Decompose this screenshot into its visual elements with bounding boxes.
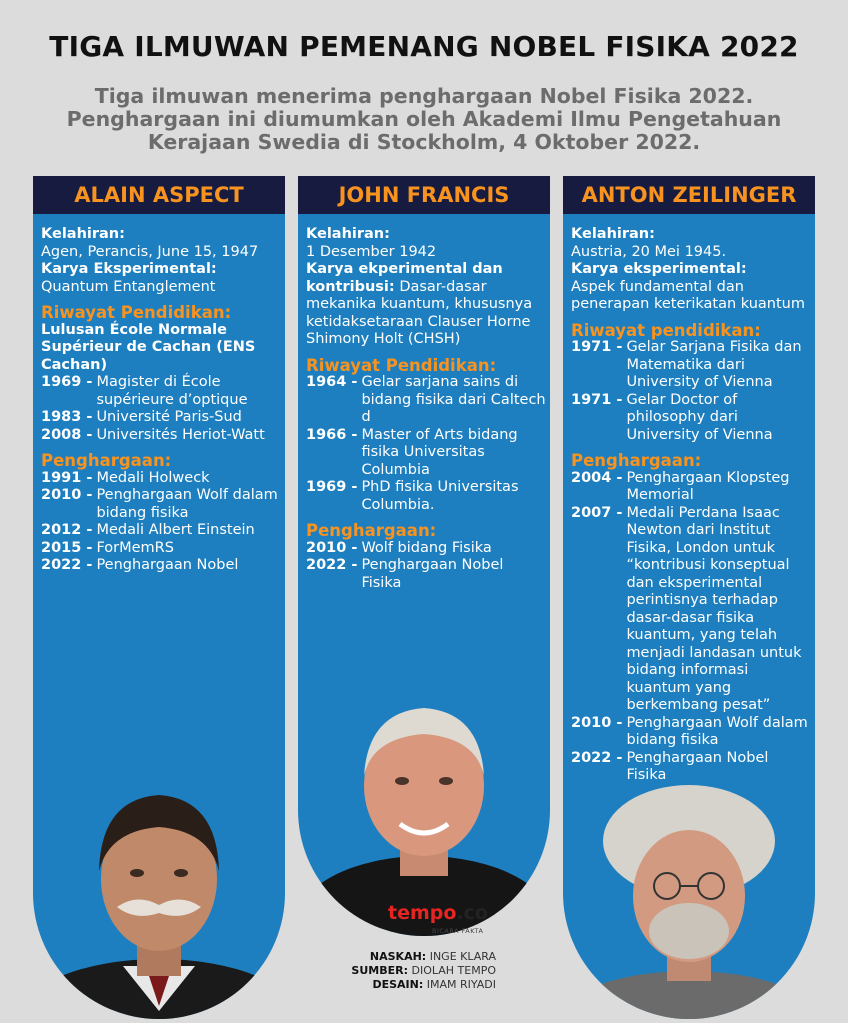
portrait-photo xyxy=(563,781,815,1019)
award-item xyxy=(571,505,811,715)
work-label: Karya ekperimental dan kontribusi: xyxy=(306,261,503,295)
birth-label: Kelahiran: xyxy=(41,226,125,242)
awards-heading: Penghargaan: xyxy=(41,451,172,470)
education-item xyxy=(306,374,546,427)
subtitle-line: Kerajaan Swedia di Stockholm, 4 Oktober 2022. xyxy=(147,130,701,154)
award-item xyxy=(41,540,281,558)
item-text: Universités Heriot-Watt xyxy=(96,426,265,443)
item-text: Magister di École supérieure d’optique xyxy=(96,374,248,408)
work-value: Aspek fundamental dan penerapan keterikatan kuantum xyxy=(571,278,805,312)
credit-line xyxy=(300,964,496,978)
education-item xyxy=(306,427,546,480)
year: 2015 - xyxy=(41,539,93,556)
education-item xyxy=(571,339,811,392)
education-heading: Riwayat pendidikan: xyxy=(571,320,761,340)
work-value: Dasar-dasar mekanika kuantum, khususnya ketidaksetaraan Clauser Horne Shimony Holt (CHSH) xyxy=(306,278,533,347)
credit-value: INGE KLARA xyxy=(429,950,496,963)
birth-value: Austria, 20 Mei 1945. xyxy=(571,243,727,260)
year: 1964 - xyxy=(306,374,358,390)
column-body xyxy=(571,226,811,785)
work-label: Karya eksperimental: xyxy=(571,261,747,277)
name-header: ALAIN ASPECT xyxy=(33,176,285,214)
birth-label: Kelahiran: xyxy=(306,226,390,242)
year: 2022 - xyxy=(41,557,93,573)
year: 2008 - xyxy=(41,426,93,443)
award-item xyxy=(571,750,811,785)
item-text: ForMemRS xyxy=(96,539,174,556)
education-heading: Riwayat Pendidikan: xyxy=(306,355,497,375)
item-text: Gelar Doctor of philosophy dari University of Vienna xyxy=(626,391,773,443)
education-item xyxy=(306,479,546,514)
awards-heading: Penghargaan: xyxy=(306,521,437,540)
credit-value: DIOLAH TEMPO xyxy=(411,964,496,977)
year: 2010 - xyxy=(571,714,623,731)
item-text: Gelar sarjana sains di bidang fisika dari Caltech d xyxy=(361,374,546,425)
credit-line xyxy=(300,950,496,964)
year: 2004 - xyxy=(571,469,623,486)
year: 1969 - xyxy=(306,479,358,495)
subtitle-line: Penghargaan ini diumumkan oleh Akademi Ilmu Pengetahuan xyxy=(66,107,782,131)
name-header: ANTON ZEILINGER xyxy=(563,176,815,214)
education-item xyxy=(41,409,281,427)
subtitle-line: Tiga ilmuwan menerima penghargaan Nobel Fisika 2022. xyxy=(94,84,754,108)
work-block xyxy=(306,261,546,349)
column-body xyxy=(41,226,281,575)
year: 1966 - xyxy=(306,426,358,443)
awards-heading: Penghargaan: xyxy=(571,451,702,470)
award-item xyxy=(41,522,281,540)
work-value: Quantum Entanglement xyxy=(41,278,216,295)
award-item xyxy=(306,557,546,592)
item-text: Master of Arts bidang fisika Universitas Columbia xyxy=(361,426,518,478)
logo-main: tempo xyxy=(388,902,457,924)
education-intro: Lulusan École Normale Supérieur de Cachan (ENS Cachan) xyxy=(41,321,256,373)
column-alain-aspect xyxy=(33,176,285,1019)
year: 2022 - xyxy=(306,557,358,573)
logo-tagline: BICARA FAKTA xyxy=(432,927,484,935)
item-text: Medali Albert Einstein xyxy=(96,522,255,538)
year: 1991 - xyxy=(41,469,93,486)
item-text: Université Paris-Sud xyxy=(96,409,242,425)
item-text: PhD fisika Universitas Columbia. xyxy=(361,479,519,513)
item-text: Penghargaan Nobel xyxy=(96,557,239,573)
column-body xyxy=(306,226,546,592)
portrait-photo xyxy=(298,676,550,936)
credit-value: IMAM RIYADI xyxy=(426,978,496,991)
award-item xyxy=(571,470,811,505)
portrait-photo xyxy=(33,761,285,1019)
award-item xyxy=(571,715,811,750)
page-title: TIGA ILMUWAN PEMENANG NOBEL FISIKA 2022 xyxy=(49,30,799,63)
item-text: Penghargaan Wolf dalam bidang fisika xyxy=(626,714,808,748)
year: 1969 - xyxy=(41,374,93,390)
credit-label: DESAIN: xyxy=(372,978,424,991)
birth-label: Kelahiran: xyxy=(571,226,655,242)
credit-label: NASKAH: xyxy=(369,950,427,963)
year: 2012 - xyxy=(41,522,93,538)
credit-line xyxy=(300,978,496,992)
year: 1971 - xyxy=(571,391,623,408)
year: 1971 - xyxy=(571,339,623,355)
logo-suffix: .co xyxy=(456,902,488,924)
year: 2010 - xyxy=(41,487,93,503)
award-item xyxy=(41,487,281,522)
award-item xyxy=(41,470,281,488)
credit-label: SUMBER: xyxy=(351,964,408,977)
year: 2022 - xyxy=(571,749,623,766)
item-text: Penghargaan Klopsteg Memorial xyxy=(626,469,790,503)
award-item xyxy=(306,540,546,558)
item-text: Penghargaan Nobel Fisika xyxy=(626,749,769,783)
item-text: Medali Holweck xyxy=(96,469,210,486)
column-anton-zeilinger xyxy=(563,176,815,1019)
award-item xyxy=(41,557,281,575)
tempo-logo xyxy=(388,902,488,924)
item-text: Penghargaan Nobel Fisika xyxy=(361,557,504,591)
item-text: Wolf bidang Fisika xyxy=(361,539,492,556)
name-header: JOHN FRANCIS xyxy=(298,176,550,214)
year: 2007 - xyxy=(571,504,623,521)
education-item xyxy=(571,392,811,445)
birth-value: 1 Desember 1942 xyxy=(306,243,437,260)
item-text: Gelar Sarjana Fisika dan Matematika dari University of Vienna xyxy=(626,339,802,390)
year: 1983 - xyxy=(41,409,93,425)
birth-value: Agen, Perancis, June 15, 1947 xyxy=(41,243,259,260)
item-text: Medali Perdana Isaac Newton dari Institut Fisika, London untuk “kontribusi konseptual dan eksperimental perintisnya terhadap dasar-dasar fisika kuantum, yang telah menjadi landasan untuk bidang informasi kuantum yang berkembang pesat” xyxy=(626,504,802,713)
item-text: Penghargaan Wolf dalam bidang fisika xyxy=(96,487,278,521)
year: 2010 - xyxy=(306,539,358,556)
subtitle xyxy=(40,85,808,154)
education-item xyxy=(41,374,281,409)
column-john-francis xyxy=(298,176,550,936)
education-heading: Riwayat Pendidikan: xyxy=(41,303,232,322)
education-item xyxy=(41,427,281,445)
work-label: Karya Eksperimental: xyxy=(41,261,217,277)
credits xyxy=(300,950,496,992)
